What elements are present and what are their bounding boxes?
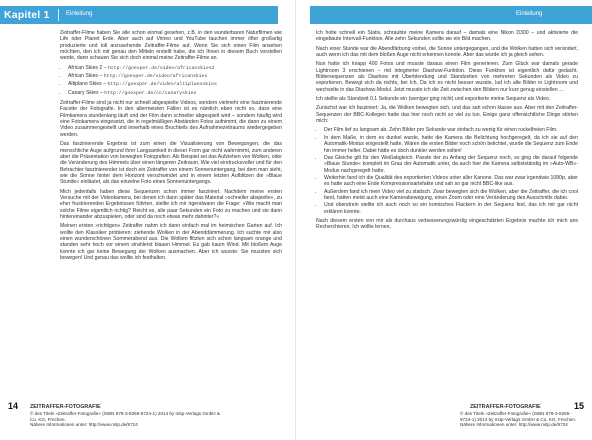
left-page-header — [0, 6, 278, 24]
video-link-item — [68, 73, 282, 80]
paragraph: Zeitraffer-Filme sind ja nicht nur schnell abgespielte Videos, sondern vielmehr eine faszinierende Facette der Fotografie. In den allermeisten Fällen ist es nämlich eben nicht so, dass eine Filmkamera stundenlang läuft und der Film dann schneller abgespielt wird – sondern häufig wird eine Fotokamera eingesetzt, die in regelmäßigen Abständen Fotos aufnimmt, die dann zu einem Video zusammengestellt und innerhalb eines Bruchteils des Aufnahmezeitraums wiedergegeben werden. — [60, 100, 282, 138]
list-item: • Weiterhin fand ich die Qualität des exportierten Videos unter aller Kanone. Das war zwar irgendwie 1080p, aber es hatte auch eine Ende Kompressionsartefakte und sah so gar nicht BBC-like aus. — [324, 175, 578, 188]
right-body-text — [316, 30, 578, 234]
paragraph: Nach einer Stunde war die Abendfärbung vorbei, die Sonne untergegangen, und die Wolken hatten sich verändert, auch wenn ich das mit dem bloßen Auge nicht erkennen konnte. Aber das würde ich ja gleich sehen. — [316, 45, 578, 59]
section-title: Einleitung — [516, 11, 543, 17]
video-link[interactable]: http://goexper.de/video/altiplanoskies — [107, 82, 217, 88]
video-link[interactable]: http://goexper.de/cc/canaryskies — [104, 90, 197, 96]
right-page-footer — [310, 401, 592, 432]
paragraph: Zunächst war ich fasziniert: Ja, die Wolken bewegten sich, und das sah schon klasse aus. Aber mit den Zeitraffer-Sequenzen der BBC-Kollegen hatte das hier noch nicht so viel zu tun. Einige ganz offensichtliche Dinge störten mich: — [316, 105, 578, 125]
list-item: • Das Gleiche gilt für den Weißabgleich. Passte der zu Anfang der Sequenz noch, so ging die darauf folgende »Blaue Stunde« komplett im Grau der Automatik unter, da auch hier die Kamera selbstständig im »Auto-WB«-Modus nachgeregelt hatte. — [324, 155, 578, 174]
link-label: Canary Skies – — [68, 89, 105, 96]
page-number: 14 — [8, 401, 19, 411]
copyright-notice — [460, 411, 580, 428]
chapter-title: Kapitel 1 — [4, 9, 50, 21]
paragraph: Meinen ersten »richtigen« Zeitraffer nahm ich dann einfach mal im heimischen Garten auf. Ich wollte den Klassiker probieren: ziehende Wolken in der Abenddämmerung. Ich suchte mir also einen wunderschönen Sommerabend aus. Die Wolken flitzten sich schon langsam orange und standen sehr hoch vor einem strahlend blauen Himmel. Es gab kaum Wind. Mit bloßem Auge konnte ich gar keine Bewegung der Wolken ausmachen. Aber ich wusste: Sie mussten sich bewegen! Und genau das wollte ich festhalten. — [60, 223, 282, 261]
paragraph: Das faszinierende Ergebnis ist zum einen die Visualisierung von Bewegungen, die das menschliche Auge aufgrund ihrer Langsamkeit in dieser Form gar nicht wahrnimmt, zum anderen aber die Präsentation von bewegten Fotografien. Als Beispiel sei das Aufziehen von Wolken, oder die Veränderung des Himmels über einen längeren Zeitraum. Wie viel eindrucksvoller und für den Betrachter faszinierender ist doch ein Zeitraffer von einem Sonnenuntergang, bei dem man sieht, wie die Sonne hinter dem Horizont verschwindet und in einem letzten Aufblitzen die »Blaue Stunde« einläutet, als das einzelne Foto eines Sonnenuntergangs. — [60, 141, 282, 186]
copyright-notice — [30, 411, 220, 428]
paragraph: Ich stellte als Standzeit 0,1 Sekunde ein (weniger ging nicht) und exportierte meine Sequenz als Video. — [316, 96, 551, 103]
video-link-item — [68, 65, 282, 72]
right-page-header — [310, 6, 592, 24]
paragraph: Ich holte schnell ein Stativ, schraubte meine Kamera darauf – damals eine Nikon D300 – und aktivierte die eingebaute Intervall-Funktion. Alle zehn Sekunden sollte sie ein Bild machen. — [316, 30, 578, 43]
list-item: • Außerdem fand ich mein Video viel zu statisch. Zwar bewegten sich die Wolken, aber die Zeitraffer, die ich cool fand, hatten meist auch eine Kamerabewegung, einen Zoom oder eine Veränderung des Ausschnitts dabei. — [324, 189, 578, 202]
list-item: • Der Film lief zu langsam ab. Zehn Bilder pro Sekunde war einfach zu wenig für einen ruckelfreien Film. — [324, 127, 578, 133]
list-item: • In dem Maße, in dem es dunkel wurde, hatte die Kamera die Belichtung hochgeregelt, da ich sie auf den Automatik-Modus eingestellt hatte. Wären die ersten Bilder noch schön belichtet, wurde die Sequenz zum Ende hin immer heller. Dabei hätte es doch dunkler werden sollen! — [324, 135, 578, 154]
paragraph: Zeitraffer-Filme haben Sie alle schon einmal gesehen, z.B. in den wunderbaren Naturfilmen wie Life oder Planet Erde. Aber auch auf Vimeo und YouTube tauchen immer öfter großartig produzierte und toll anzusehende Zeitraffer-Filme auf. Wenn Sie sich einen Film ansehen möchten, den ich mit genau den Mitteln erstellt habe, die ich Ihnen in diesem Buch vorstellen werde, dann schauen Sie sich doch einmal meine Zeitraffer-Filme an. — [60, 30, 282, 62]
page-number: 15 — [573, 401, 584, 411]
link-label: African Skies – — [68, 73, 104, 80]
video-link[interactable]: http://goexper.de/video/africanskies — [103, 74, 208, 80]
paragraph: Mich jedenfalls haben diese Sequenzen schon immer fasziniert. Nachdem meine ersten Versuche mit der Videokamera, bei denen ich dann später das Material »schneller abspielte«, zu eher frustrierenden Ergebnissen führten, stellte ich mir irgendwann die Frage: »Wie macht man solche Filme eigentlich richtig? Reicht es, alle paar Sekunden ein Foto zu machen und sie dann hintereinander abzuspielen, oder sind da noch etwas mehr dahinter?« — [60, 188, 282, 220]
issue-list — [316, 127, 578, 214]
book-title: ZEITRAFFER-FOTOGRAFIE — [30, 404, 101, 410]
paragraph: Nach diesem ersten von mir als durchaus verbesserungswürdig eingeschätzten Ergebnis machte ich mich ans Recherchieren. Ich wollte lernen, — [316, 217, 578, 231]
left-page-footer — [0, 401, 280, 432]
copyright-line: © des Titels »Zeitraffer-Fotografie« (ISBN 978-3-8266-9724-1) 2014 by mitp-Verlags GmbH & Co. KG, Frechen. — [460, 411, 577, 422]
list-item: • Und obendrein stellte ich auch noch so ein komisches Flackern in der Sequenz fest, das ich mir gar nicht erklären konnte. — [324, 202, 578, 215]
paragraph: Nun hatte ich knapp 400 Fotos und musste daraus einen Film generieren. Zum Glück war damals gerade Lightroom 3 erschienen – mit integrierter Diashow-Funktion. Diese Funktion ist eigentlich dafür gedacht, Bildersequenzen als Diashow mit Überblendung und Standzeiten von mehreren Sekunden als Video zu exportieren. Bewegt sich da nichts, bei Ich, Da ich es nicht besser wusste, lud ich alle Bilder in Lightroom und wechselte in das Diashow-Modul. Jetzt musste ich die Zeit zwischen den Bildern nur kurz genug einstellen … — [316, 61, 578, 93]
info-link[interactable]: Nähere Informationen unter: http://www.mitp.de/9724 — [460, 422, 568, 428]
video-link-list — [60, 65, 282, 97]
copyright-line: © des Titels »Zeitraffer-Fotografie« (ISBN 978-3-8266-9724-1) 2014 by mitp-Verlags GmbH & Co. KG, Frechen. — [30, 411, 220, 422]
video-link[interactable]: http://goexper.de/video/africanskies2 — [108, 65, 215, 71]
left-body-text — [60, 30, 282, 264]
header-divider — [58, 9, 59, 21]
section-title: Einleitung — [66, 11, 93, 17]
info-link[interactable]: Nähere Informationen unter: http://www.mitp.de/9724 — [30, 422, 138, 428]
link-label: African Skies 2 – — [68, 64, 109, 71]
link-label: Altiplano Skies – — [68, 81, 108, 88]
book-title: ZEITRAFFER-FOTOGRAFIE — [470, 404, 541, 410]
right-page — [296, 0, 592, 440]
video-link-item — [68, 81, 282, 88]
video-link-item — [68, 90, 282, 97]
